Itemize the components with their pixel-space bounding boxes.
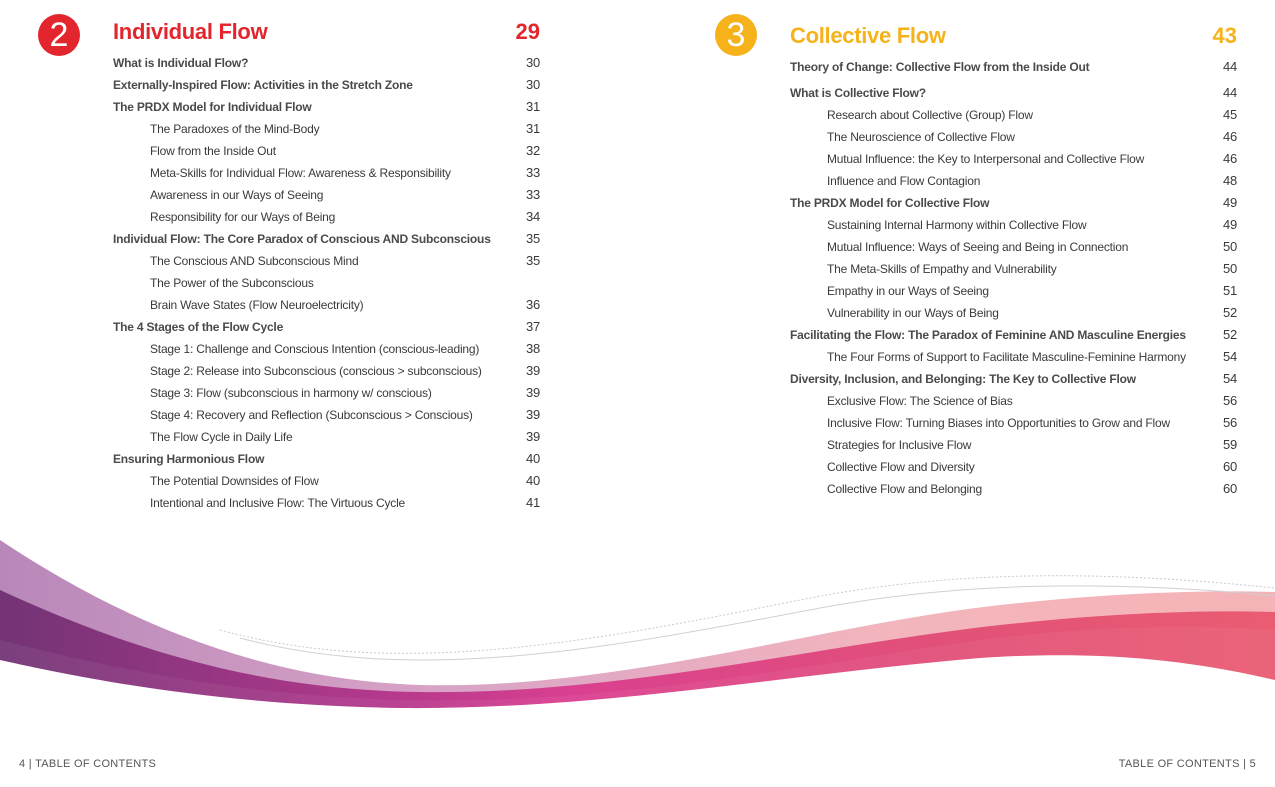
- toc-entry-label: Individual Flow: The Core Paradox of Conscious AND Subconscious: [113, 232, 491, 246]
- toc-entry-page: 52: [1222, 305, 1237, 320]
- toc-entry[interactable]: [113, 162, 540, 184]
- chapter-title[interactable]: Individual Flow: [113, 19, 268, 44]
- toc-entry-label: Collective Flow and Belonging: [827, 482, 982, 496]
- toc-entry-label: The 4 Stages of the Flow Cycle: [113, 320, 284, 334]
- toc-entry-page: 39: [525, 363, 540, 378]
- toc-entry-label: Flow from the Inside Out: [150, 144, 276, 158]
- toc-entry-page: 41: [525, 495, 540, 510]
- toc-entry-label: Facilitating the Flow: The Paradox of Feminine AND Masculine Energies: [790, 328, 1186, 342]
- toc-entry-label: What is Collective Flow?: [790, 86, 926, 100]
- toc-entry-page: 54: [1222, 349, 1237, 364]
- toc-entry-label: Theory of Change: Collective Flow from the Inside Out: [790, 60, 1090, 74]
- toc-entry-label: The Neuroscience of Collective Flow: [827, 130, 1015, 144]
- toc-entry-label: Inclusive Flow: Turning Biases into Opportunities to Grow and Flow: [827, 416, 1170, 430]
- toc-entry[interactable]: [790, 258, 1237, 280]
- toc-entry-page: 44: [1222, 59, 1237, 74]
- toc-entry[interactable]: [113, 492, 540, 514]
- toc-entry[interactable]: [113, 96, 540, 118]
- toc-entry-page: 49: [1222, 195, 1237, 210]
- toc-entry-page: 45: [1222, 107, 1237, 122]
- toc-entry-label: The Paradoxes of the Mind-Body: [150, 122, 320, 136]
- toc-entry[interactable]: [113, 338, 540, 360]
- toc-entry[interactable]: [790, 346, 1237, 368]
- toc-entry[interactable]: [113, 272, 540, 294]
- toc-entry-label: Stage 4: Recovery and Reflection (Subconscious > Conscious): [150, 408, 473, 422]
- toc-entry-label: The Four Forms of Support to Facilitate Masculine-Feminine Harmony: [827, 350, 1186, 364]
- toc-entry-label: Meta-Skills for Individual Flow: Awareness & Responsibility: [150, 166, 451, 180]
- toc-entry-page: 37: [525, 319, 540, 334]
- toc-entry-page: 30: [525, 77, 540, 92]
- toc-entry[interactable]: [790, 148, 1237, 170]
- toc-entry-label: The PRDX Model for Collective Flow: [790, 196, 990, 210]
- toc-entry-label: Brain Wave States (Flow Neuroelectricity): [150, 298, 364, 312]
- toc-entry-page: 39: [525, 385, 540, 400]
- toc-entry[interactable]: [113, 250, 540, 272]
- toc-entry[interactable]: [790, 478, 1237, 500]
- toc-entry[interactable]: [790, 126, 1237, 148]
- toc-entry[interactable]: [790, 324, 1237, 346]
- toc-entry-page: 44: [1222, 85, 1237, 100]
- toc-entry-page: 49: [1222, 217, 1237, 232]
- toc-entry-label: Stage 3: Flow (subconscious in harmony w/ conscious): [150, 386, 432, 400]
- toc-entry-label: What is Individual Flow?: [113, 56, 249, 70]
- toc-list: [113, 52, 540, 514]
- toc-entry-page: 60: [1222, 459, 1237, 474]
- toc-entry[interactable]: [113, 448, 540, 470]
- chapter-page-number: 43: [1212, 23, 1237, 48]
- toc-entry-page: 50: [1222, 239, 1237, 254]
- toc-entry-page: 50: [1222, 261, 1237, 276]
- toc-entry-page: 35: [525, 231, 540, 246]
- chapter-page-number: 29: [515, 19, 540, 44]
- toc-entry[interactable]: [790, 434, 1237, 456]
- toc-entry-label: Empathy in our Ways of Seeing: [827, 284, 989, 298]
- toc-entry[interactable]: [113, 294, 540, 316]
- toc-entry-label: Stage 1: Challenge and Conscious Intention (conscious-leading): [150, 342, 480, 356]
- toc-entry[interactable]: [790, 456, 1237, 478]
- toc-entry[interactable]: [113, 404, 540, 426]
- toc-entry-page: 51: [1222, 283, 1237, 298]
- chapter-number-badge: 3: [715, 14, 757, 56]
- toc-entry-page: 36: [525, 297, 540, 312]
- toc-entry-page: 34: [525, 209, 540, 224]
- toc-entry-page: 60: [1222, 481, 1237, 496]
- toc-entry-page: 40: [525, 451, 540, 466]
- toc-entry-page: 59: [1222, 437, 1237, 452]
- toc-entry[interactable]: [790, 56, 1237, 78]
- toc-entry[interactable]: [113, 184, 540, 206]
- toc-entry-label: Responsibility for our Ways of Being: [150, 210, 336, 224]
- toc-entry[interactable]: [790, 368, 1237, 390]
- toc-entry-label: Research about Collective (Group) Flow: [827, 108, 1033, 122]
- toc-entry-page: 33: [525, 187, 540, 202]
- page-footer: TABLE OF CONTENTS | 5: [1118, 758, 1256, 770]
- chapter-title[interactable]: Collective Flow: [790, 23, 946, 48]
- toc-entry-page: 35: [525, 253, 540, 268]
- toc-entry-label: Awareness in our Ways of Seeing: [150, 188, 324, 202]
- toc-list: [790, 56, 1237, 500]
- toc-entry-label: The Flow Cycle in Daily Life: [150, 430, 293, 444]
- toc-entry-page: 40: [525, 473, 540, 488]
- toc-entry-page: 54: [1222, 371, 1237, 386]
- toc-entry-page: 31: [525, 99, 540, 114]
- toc-entry[interactable]: [113, 426, 540, 448]
- toc-entry-page: 46: [1222, 129, 1237, 144]
- toc-entry-page: 38: [525, 341, 540, 356]
- toc-entry[interactable]: [113, 206, 540, 228]
- toc-entry[interactable]: [790, 302, 1237, 324]
- toc-entry[interactable]: [790, 390, 1237, 412]
- toc-entry-label: Stage 2: Release into Subconscious (conscious > subconscious): [150, 364, 482, 378]
- toc-entry-label: Intentional and Inclusive Flow: The Virtuous Cycle: [150, 496, 406, 510]
- toc-entry-page: 39: [525, 429, 540, 444]
- toc-entry[interactable]: [113, 382, 540, 404]
- toc-entry-label: Ensuring Harmonious Flow: [113, 452, 265, 466]
- toc-entry-label: Externally-Inspired Flow: Activities in the Stretch Zone: [113, 78, 413, 92]
- toc-entry[interactable]: [790, 280, 1237, 302]
- toc-entry[interactable]: [790, 170, 1237, 192]
- toc-entry[interactable]: [113, 470, 540, 492]
- decorative-wave: [0, 530, 1275, 720]
- toc-entry-page: 30: [525, 55, 540, 70]
- toc-entry[interactable]: [790, 104, 1237, 126]
- toc-entry-page: 56: [1222, 393, 1237, 408]
- toc-entry[interactable]: [113, 52, 540, 74]
- toc-entry-page: 31: [525, 121, 540, 136]
- toc-entry-label: The Conscious AND Subconscious Mind: [150, 254, 359, 268]
- toc-entry[interactable]: [790, 236, 1237, 258]
- toc-entry-page: 46: [1222, 151, 1237, 166]
- toc-entry[interactable]: [113, 316, 540, 338]
- toc-entry[interactable]: [790, 82, 1237, 104]
- toc-entry-label: Diversity, Inclusion, and Belonging: The Key to Collective Flow: [790, 372, 1136, 386]
- toc-entry-label: Mutual Influence: the Key to Interpersonal and Collective Flow: [827, 152, 1145, 166]
- toc-entry-label: The PRDX Model for Individual Flow: [113, 100, 312, 114]
- toc-entry-label: Influence and Flow Contagion: [827, 174, 981, 188]
- toc-entry-page: 39: [525, 407, 540, 422]
- toc-entry[interactable]: [790, 412, 1237, 434]
- page-footer: 4 | TABLE OF CONTENTS: [19, 758, 157, 770]
- toc-entry-label: Exclusive Flow: The Science of Bias: [827, 394, 1013, 408]
- toc-entry[interactable]: [113, 360, 540, 382]
- toc-entry-page: 52: [1222, 327, 1237, 342]
- toc-entry-label: Collective Flow and Diversity: [827, 460, 975, 474]
- toc-entry[interactable]: [790, 192, 1237, 214]
- toc-entry[interactable]: [113, 228, 540, 250]
- toc-entry-page: 48: [1222, 173, 1237, 188]
- toc-entry[interactable]: [113, 74, 540, 96]
- toc-entry-label: Sustaining Internal Harmony within Collective Flow: [827, 218, 1087, 232]
- toc-entry-page: 33: [525, 165, 540, 180]
- toc-entry-label: Mutual Influence: Ways of Seeing and Being in Connection: [827, 240, 1129, 254]
- toc-entry-label: Strategies for Inclusive Flow: [827, 438, 972, 452]
- toc-entry-page: 32: [525, 143, 540, 158]
- toc-entry[interactable]: [790, 214, 1237, 236]
- toc-entry-page: 56: [1222, 415, 1237, 430]
- chapter-number-badge: 2: [38, 14, 80, 56]
- toc-entry-label: Vulnerability in our Ways of Being: [827, 306, 999, 320]
- toc-entry-label: The Meta-Skills of Empathy and Vulnerability: [827, 262, 1057, 276]
- toc-entry[interactable]: [113, 118, 540, 140]
- toc-entry-label: The Potential Downsides of Flow: [150, 474, 319, 488]
- toc-entry[interactable]: [113, 140, 540, 162]
- toc-entry-label: The Power of the Subconscious: [150, 276, 314, 290]
